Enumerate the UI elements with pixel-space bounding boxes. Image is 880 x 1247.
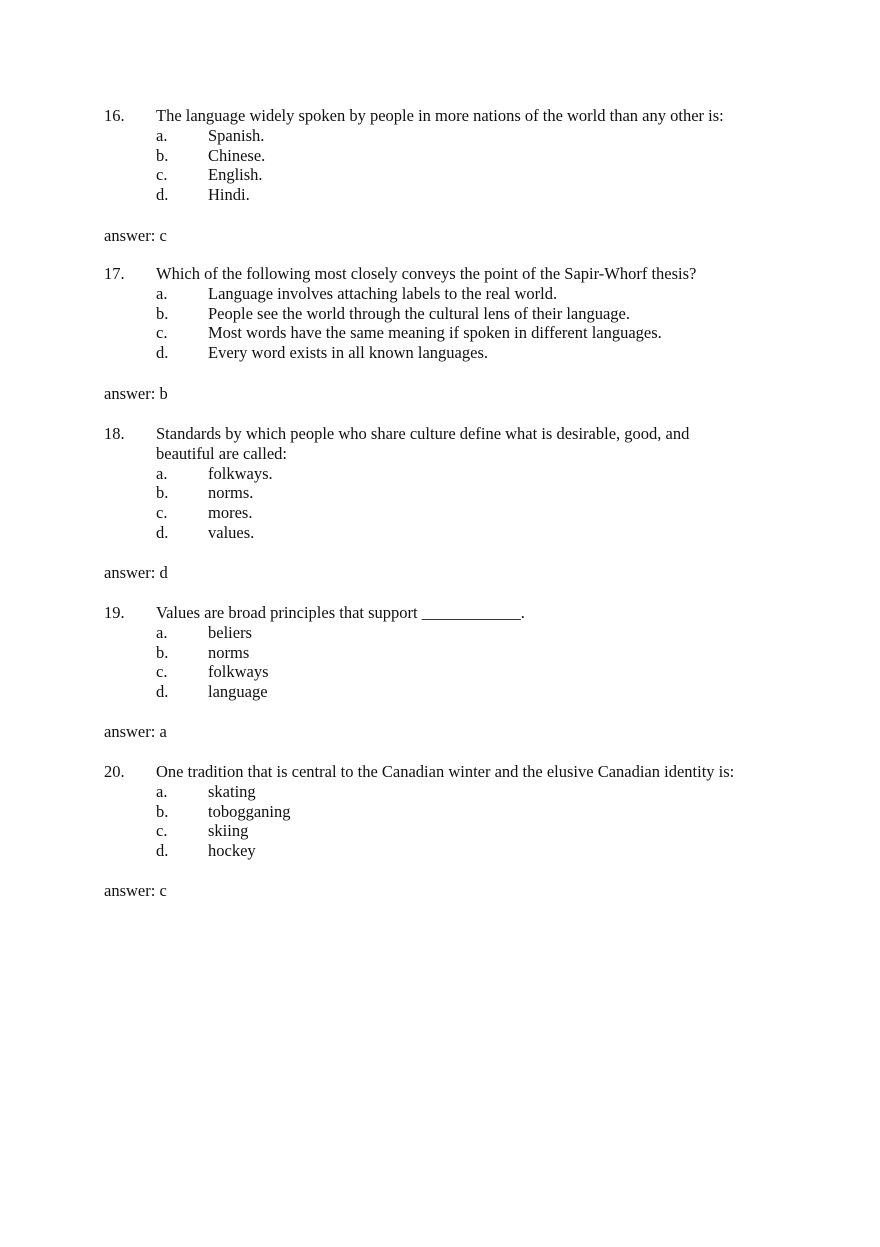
answer-19: answer: a (104, 722, 167, 741)
option-letter: c. (156, 503, 168, 523)
option-letter: b. (156, 303, 169, 323)
option-letter: b. (156, 642, 169, 662)
option-letter: b. (156, 483, 169, 503)
option-letter: a. (156, 622, 168, 642)
question-stem (0, 106, 880, 126)
option-d (0, 841, 880, 861)
question-16 (0, 106, 880, 205)
option-letter: d. (156, 682, 169, 702)
option-d (0, 523, 880, 543)
option-text: People see the world through the cultural lens of their language. (208, 303, 630, 323)
option-text: skiing (208, 821, 249, 841)
option-text: Most words have the same meaning if spoken in different languages. (208, 323, 662, 343)
option-a (0, 284, 880, 304)
option-letter: c. (156, 323, 168, 343)
option-text: norms (208, 642, 250, 662)
option-text: tobogganing (208, 801, 291, 821)
option-text: Every word exists in all known languages. (208, 343, 488, 363)
option-letter: b. (156, 145, 169, 165)
option-c (0, 503, 880, 523)
option-a (0, 464, 880, 484)
option-text: Hindi. (208, 185, 250, 205)
option-a (0, 623, 880, 643)
question-text: Values are broad principles that support ____________. (156, 603, 525, 622)
option-c (0, 165, 880, 185)
answer-20: answer: c (104, 881, 167, 900)
option-text: beliers (208, 622, 252, 642)
option-text: Chinese. (208, 145, 266, 165)
question-18 (0, 424, 880, 543)
option-text: Spanish. (208, 125, 265, 145)
option-letter: d. (156, 185, 169, 205)
question-19 (0, 603, 880, 702)
option-b (0, 146, 880, 166)
option-d (0, 185, 880, 205)
option-text: English. (208, 165, 263, 185)
question-text: The language widely spoken by people in more nations of the world than any other is: (156, 106, 724, 125)
question-text: Standards by which people who share culture define what is desirable, good, and beautiful are called: (156, 424, 690, 463)
question-number: 20. (104, 762, 125, 781)
question-20 (0, 762, 880, 861)
question-number: 16. (104, 106, 125, 125)
option-b (0, 483, 880, 503)
option-text: values. (208, 522, 255, 542)
option-text: folkways (208, 662, 269, 682)
question-17 (0, 264, 880, 363)
question-stem (0, 424, 880, 464)
question-stem (0, 603, 880, 623)
option-letter: c. (156, 165, 168, 185)
option-b (0, 643, 880, 663)
option-a (0, 782, 880, 802)
option-letter: a. (156, 125, 168, 145)
option-c (0, 662, 880, 682)
option-letter: a. (156, 781, 168, 801)
option-text: mores. (208, 503, 253, 523)
question-stem (0, 264, 880, 284)
question-number: 17. (104, 264, 125, 283)
question-text: One tradition that is central to the Canadian winter and the elusive Canadian identity is: (156, 762, 735, 781)
question-stem (0, 762, 880, 782)
option-letter: d. (156, 841, 169, 861)
option-letter: a. (156, 463, 168, 483)
option-letter: d. (156, 522, 169, 542)
option-d (0, 343, 880, 363)
option-letter: c. (156, 821, 168, 841)
answer-17: answer: b (104, 384, 168, 403)
answer-16: answer: c (104, 226, 167, 245)
option-letter: b. (156, 801, 169, 821)
question-text: Which of the following most closely conveys the point of the Sapir-Whorf thesis? (156, 264, 697, 283)
option-letter: d. (156, 343, 169, 363)
option-text: folkways. (208, 463, 273, 483)
option-letter: c. (156, 662, 168, 682)
option-text: Language involves attaching labels to the real world. (208, 283, 558, 303)
option-a (0, 126, 880, 146)
option-b (0, 304, 880, 324)
option-text: language (208, 682, 268, 702)
option-b (0, 802, 880, 822)
answer-18: answer: d (104, 563, 168, 582)
option-text: norms. (208, 483, 254, 503)
question-number: 18. (104, 424, 125, 443)
option-c (0, 323, 880, 343)
question-number: 19. (104, 603, 125, 622)
option-text: hockey (208, 841, 256, 861)
option-c (0, 821, 880, 841)
option-text: skating (208, 781, 256, 801)
option-letter: a. (156, 283, 168, 303)
option-d (0, 682, 880, 702)
